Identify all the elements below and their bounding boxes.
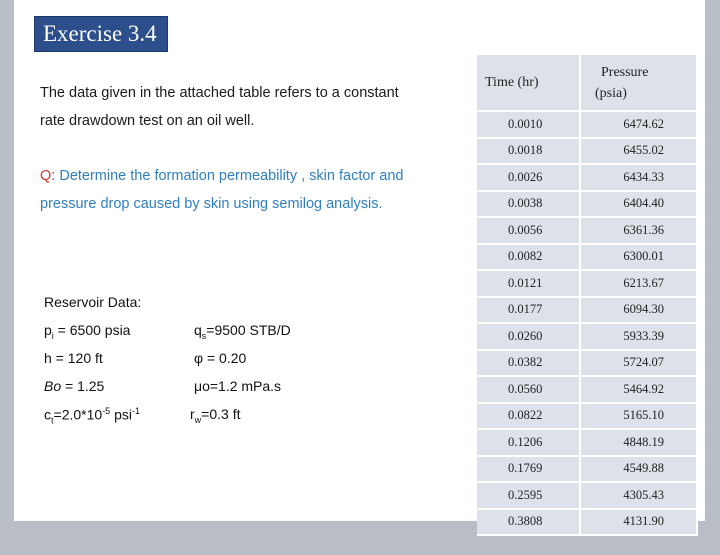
- reservoir-ct: $c_t=2.0*10^{-5}$ psi$^{-1}$: [44, 406, 141, 426]
- table-row: [477, 297, 697, 324]
- time-cell: 0.0026: [477, 164, 580, 191]
- reservoir-qs: $q_s=9500$ STB/D: [194, 322, 291, 341]
- pressure-cell: 6094.30: [580, 297, 697, 324]
- header-pressure: Pressure (psia): [580, 55, 697, 111]
- time-cell: 0.0010: [477, 111, 580, 138]
- question-line-1: [40, 168, 403, 184]
- time-cell: 0.0560: [477, 376, 580, 403]
- reservoir-phi: φ = 0.20: [194, 350, 247, 366]
- pressure-cell: 5464.92: [580, 376, 697, 403]
- pressure-cell: 4305.43: [580, 482, 697, 509]
- pressure-cell: 6474.62: [580, 111, 697, 138]
- time-cell: 0.0082: [477, 244, 580, 271]
- table-row: [477, 138, 697, 165]
- table-row: [477, 403, 697, 430]
- time-cell: 0.0382: [477, 350, 580, 377]
- pressure-cell: 6361.36: [580, 217, 697, 244]
- pressure-cell: 6434.33: [580, 164, 697, 191]
- table-body: [477, 111, 697, 535]
- time-cell: 0.0121: [477, 270, 580, 297]
- intro-line-2: rate drawdown test on an oil well.: [40, 113, 255, 129]
- table-header-row: [477, 55, 697, 111]
- time-cell: 0.0260: [477, 323, 580, 350]
- intro-line-1: The data given in the attached table refers to a constant: [40, 85, 399, 101]
- pressure-cell: 5724.07: [580, 350, 697, 377]
- table-row: [477, 429, 697, 456]
- table-row: [477, 456, 697, 483]
- table-row: [477, 164, 697, 191]
- table-row: [477, 244, 697, 271]
- pressure-cell: 6213.67: [580, 270, 697, 297]
- table-row: [477, 270, 697, 297]
- pressure-cell: 6300.01: [580, 244, 697, 271]
- table-row: [477, 111, 697, 138]
- pressure-cell: 5933.39: [580, 323, 697, 350]
- pressure-cell: 5165.10: [580, 403, 697, 430]
- table-row: [477, 482, 697, 509]
- time-cell: 0.3808: [477, 509, 580, 536]
- header-time: Time (hr): [477, 55, 580, 111]
- question-line-2: pressure drop caused by skin using semilog analysis.: [40, 196, 383, 212]
- time-cell: 0.0038: [477, 191, 580, 218]
- time-cell: 0.0177: [477, 297, 580, 324]
- slide-title: Exercise 3.4: [34, 16, 168, 52]
- time-cell: 0.0822: [477, 403, 580, 430]
- reservoir-pi: $p_i = 6500$ psia: [44, 322, 131, 341]
- reservoir-rw: $r_w=0.3$ ft: [190, 406, 241, 425]
- time-cell: 0.1206: [477, 429, 580, 456]
- question-prefix: Q:: [40, 168, 56, 184]
- pressure-time-table: [477, 55, 698, 536]
- table-row: [477, 509, 697, 536]
- question-text-1: Determine the formation permeability , skin factor and: [55, 168, 404, 184]
- pressure-cell: 4131.90: [580, 509, 697, 536]
- pressure-cell: 4848.19: [580, 429, 697, 456]
- pressure-cell: 4549.88: [580, 456, 697, 483]
- reservoir-mu: μo=1.2 mPa.s: [194, 378, 282, 394]
- pressure-cell: 6404.40: [580, 191, 697, 218]
- time-cell: 0.0056: [477, 217, 580, 244]
- reservoir-heading: Reservoir Data:: [44, 294, 142, 310]
- table-row: [477, 350, 697, 377]
- time-cell: 0.0018: [477, 138, 580, 165]
- time-cell: 0.2595: [477, 482, 580, 509]
- time-cell: 0.1769: [477, 456, 580, 483]
- table-row: [477, 323, 697, 350]
- table-row: [477, 376, 697, 403]
- table-row: [477, 217, 697, 244]
- table-row: [477, 191, 697, 218]
- reservoir-bo: Bo = 1.25: [44, 378, 105, 394]
- reservoir-h: h = 120 ft: [44, 350, 103, 366]
- pressure-cell: 6455.02: [580, 138, 697, 165]
